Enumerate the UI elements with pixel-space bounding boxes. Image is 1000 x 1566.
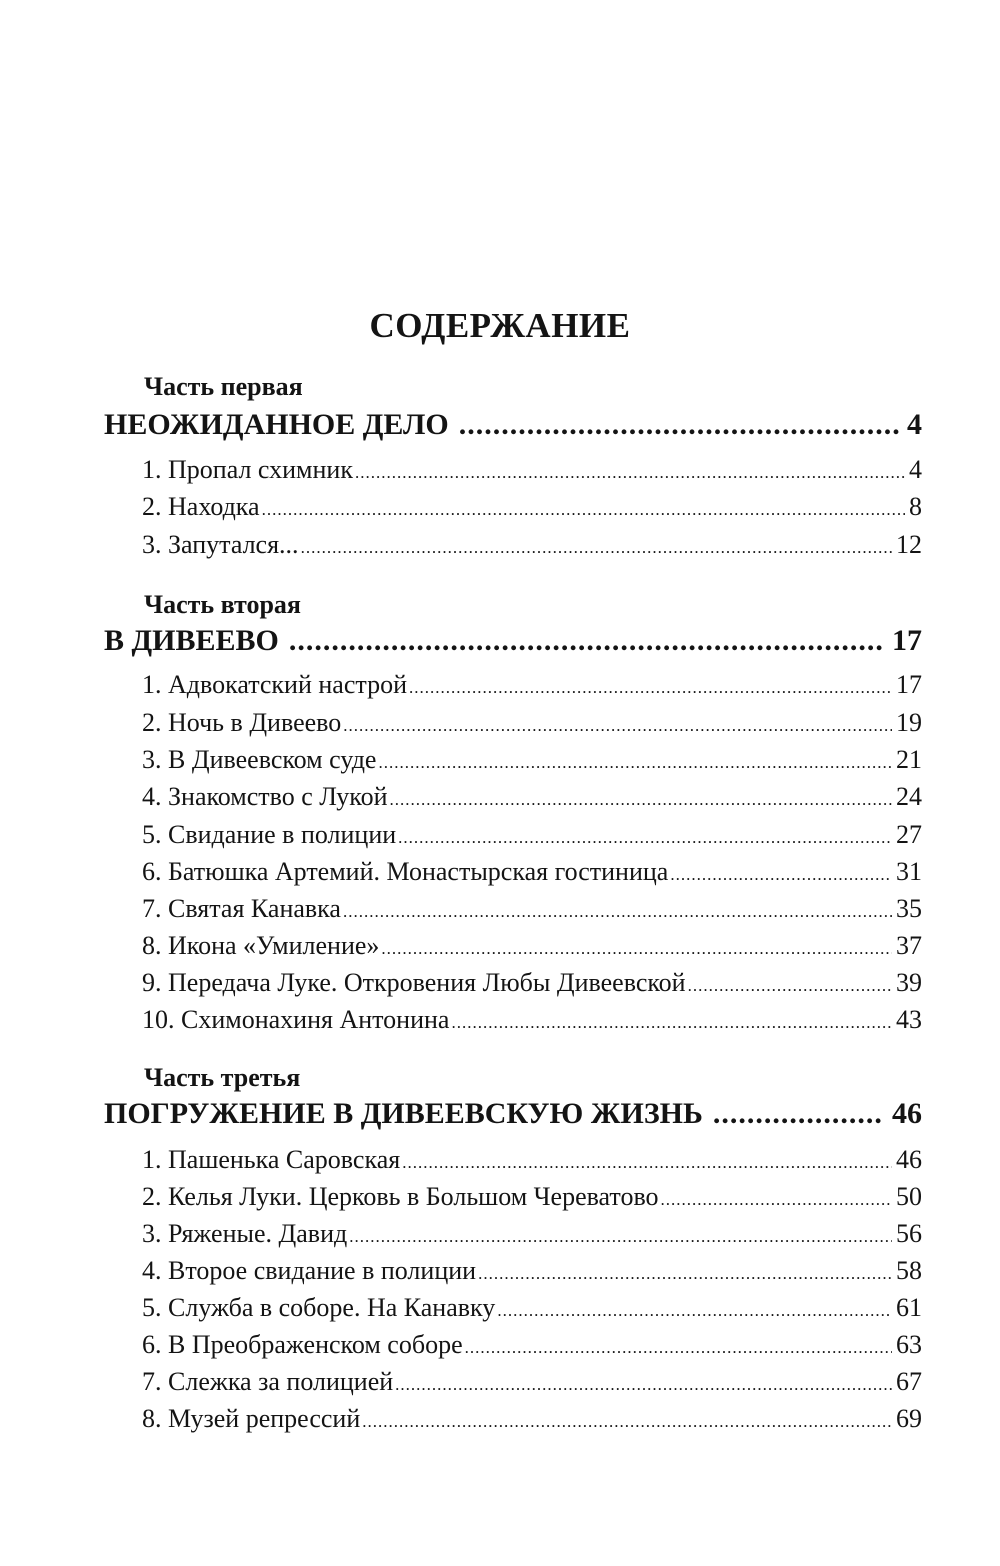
dot-leader xyxy=(378,745,892,775)
toc-part-entry-1[interactable] xyxy=(104,408,922,442)
dot-leader xyxy=(670,857,892,887)
toc-chapter-entry[interactable] xyxy=(142,670,922,700)
chapter-title: 7. Слежка за полицией xyxy=(142,1367,394,1396)
chapter-title: 2. Находка xyxy=(142,492,260,521)
chapter-title: 9. Передача Луке. Откровения Любы Дивеевской xyxy=(142,968,686,997)
dot-leader xyxy=(688,968,892,998)
page-number: 19 xyxy=(896,708,922,737)
page-number: 46 xyxy=(896,1145,922,1174)
dot-leader xyxy=(343,708,892,738)
chapter-title: 3. В Дивеевском суде xyxy=(142,745,377,774)
chapter-title: 6. Батюшка Артемий. Монастырская гостиница xyxy=(142,857,669,886)
page-number: 56 xyxy=(896,1219,922,1248)
toc-chapter-entry[interactable] xyxy=(142,1256,922,1286)
toc-chapter-entry[interactable] xyxy=(142,708,922,738)
page-number: 27 xyxy=(896,820,922,849)
page-number: 37 xyxy=(896,931,922,960)
chapter-title: 1. Адвокатский настрой xyxy=(142,670,407,699)
part-title: В ДИВЕЕВО xyxy=(104,624,279,657)
dot-leader xyxy=(301,530,892,560)
dot-leader xyxy=(459,408,899,442)
part-label-2: Часть вторая xyxy=(144,590,301,619)
page-number: 69 xyxy=(896,1404,922,1433)
dot-leader xyxy=(355,455,905,485)
dot-leader xyxy=(362,1404,892,1434)
dot-leader xyxy=(398,820,892,850)
page-number: 39 xyxy=(896,968,922,997)
toc-chapter-entry[interactable] xyxy=(142,1219,922,1249)
toc-chapter-entry[interactable] xyxy=(142,492,922,522)
chapter-title: 7. Святая Канавка xyxy=(142,894,341,923)
part-title: НЕОЖИДАННОЕ ДЕЛО xyxy=(104,408,449,441)
dot-leader xyxy=(451,1005,892,1035)
dot-leader xyxy=(343,894,892,924)
toc-part-entry-3[interactable] xyxy=(104,1097,922,1131)
toc-chapter-entry[interactable] xyxy=(142,1404,922,1434)
page-number: 61 xyxy=(896,1293,922,1322)
dot-leader xyxy=(390,782,892,812)
toc-chapter-entry[interactable] xyxy=(142,1182,922,1212)
page-number: 21 xyxy=(896,745,922,774)
chapter-title: 3. Запутался... xyxy=(142,530,299,559)
page-number: 17 xyxy=(892,624,922,657)
dot-leader xyxy=(661,1182,892,1212)
dot-leader xyxy=(402,1145,892,1175)
page-number: 4 xyxy=(909,455,922,484)
toc-chapter-entry[interactable] xyxy=(142,1330,922,1360)
toc-chapter-entry[interactable] xyxy=(142,530,922,560)
page-number: 31 xyxy=(896,857,922,886)
page-number: 63 xyxy=(896,1330,922,1359)
toc-chapter-entry[interactable] xyxy=(142,894,922,924)
chapter-title: 1. Пропал схимник xyxy=(142,455,353,484)
toc-chapter-entry[interactable] xyxy=(142,745,922,775)
page-number: 12 xyxy=(896,530,922,559)
page-number: 8 xyxy=(909,492,922,521)
part-title: ПОГРУЖЕНИЕ В ДИВЕЕВСКУЮ ЖИЗНЬ xyxy=(104,1097,703,1130)
chapter-title: 2. Ночь в Дивеево xyxy=(142,708,342,737)
page-number: 4 xyxy=(907,408,922,441)
toc-chapter-entry[interactable] xyxy=(142,931,922,961)
dot-leader xyxy=(262,492,905,522)
toc-chapter-entry[interactable] xyxy=(142,1145,922,1175)
toc-title: СОДЕРЖАНИЕ xyxy=(369,306,631,345)
dot-leader xyxy=(349,1219,892,1249)
toc-chapter-entry[interactable] xyxy=(142,1367,922,1397)
chapter-title: 5. Служба в соборе. На Канавку xyxy=(142,1293,496,1322)
chapter-title: 2. Келья Луки. Церковь в Большом Череватово xyxy=(142,1182,659,1211)
part-label-1: Часть первая xyxy=(144,372,303,401)
chapter-title: 4. Второе свидание в полиции xyxy=(142,1256,477,1285)
toc-chapter-entry[interactable] xyxy=(142,1293,922,1323)
dot-leader xyxy=(478,1256,892,1286)
dot-leader xyxy=(497,1293,892,1323)
toc-chapter-entry[interactable] xyxy=(142,820,922,850)
toc-part-entry-2[interactable] xyxy=(104,624,922,658)
toc-chapter-entry[interactable] xyxy=(142,1005,922,1035)
chapter-title: 8. Икона «Умиление» xyxy=(142,931,380,960)
toc-chapter-entry[interactable] xyxy=(142,857,922,887)
page-number: 24 xyxy=(896,782,922,811)
toc-chapter-entry[interactable] xyxy=(142,455,922,485)
page-number: 46 xyxy=(892,1097,922,1130)
dot-leader xyxy=(465,1330,892,1360)
dot-leader xyxy=(381,931,892,961)
dot-leader xyxy=(289,624,884,658)
dot-leader xyxy=(395,1367,892,1397)
page-number: 43 xyxy=(896,1005,922,1034)
dot-leader xyxy=(713,1097,884,1131)
chapter-title: 3. Ряженые. Давид xyxy=(142,1219,348,1248)
page-number: 50 xyxy=(896,1182,922,1211)
page-number: 17 xyxy=(896,670,922,699)
chapter-title: 4. Знакомство с Лукой xyxy=(142,782,388,811)
toc-chapter-entry[interactable] xyxy=(142,782,922,812)
part-label-3: Часть третья xyxy=(144,1063,301,1092)
page-number: 58 xyxy=(896,1256,922,1285)
chapter-title: 8. Музей репрессий xyxy=(142,1404,361,1433)
chapter-title: 5. Свидание в полиции xyxy=(142,820,397,849)
toc-chapter-entry[interactable] xyxy=(142,968,922,998)
page-number: 35 xyxy=(896,894,922,923)
dot-leader xyxy=(409,670,892,700)
page-number: 67 xyxy=(896,1367,922,1396)
chapter-title: 1. Пашенька Саровская xyxy=(142,1145,401,1174)
chapter-title: 10. Схимонахиня Антонина xyxy=(142,1005,450,1034)
chapter-title: 6. В Преображенском соборе xyxy=(142,1330,463,1359)
